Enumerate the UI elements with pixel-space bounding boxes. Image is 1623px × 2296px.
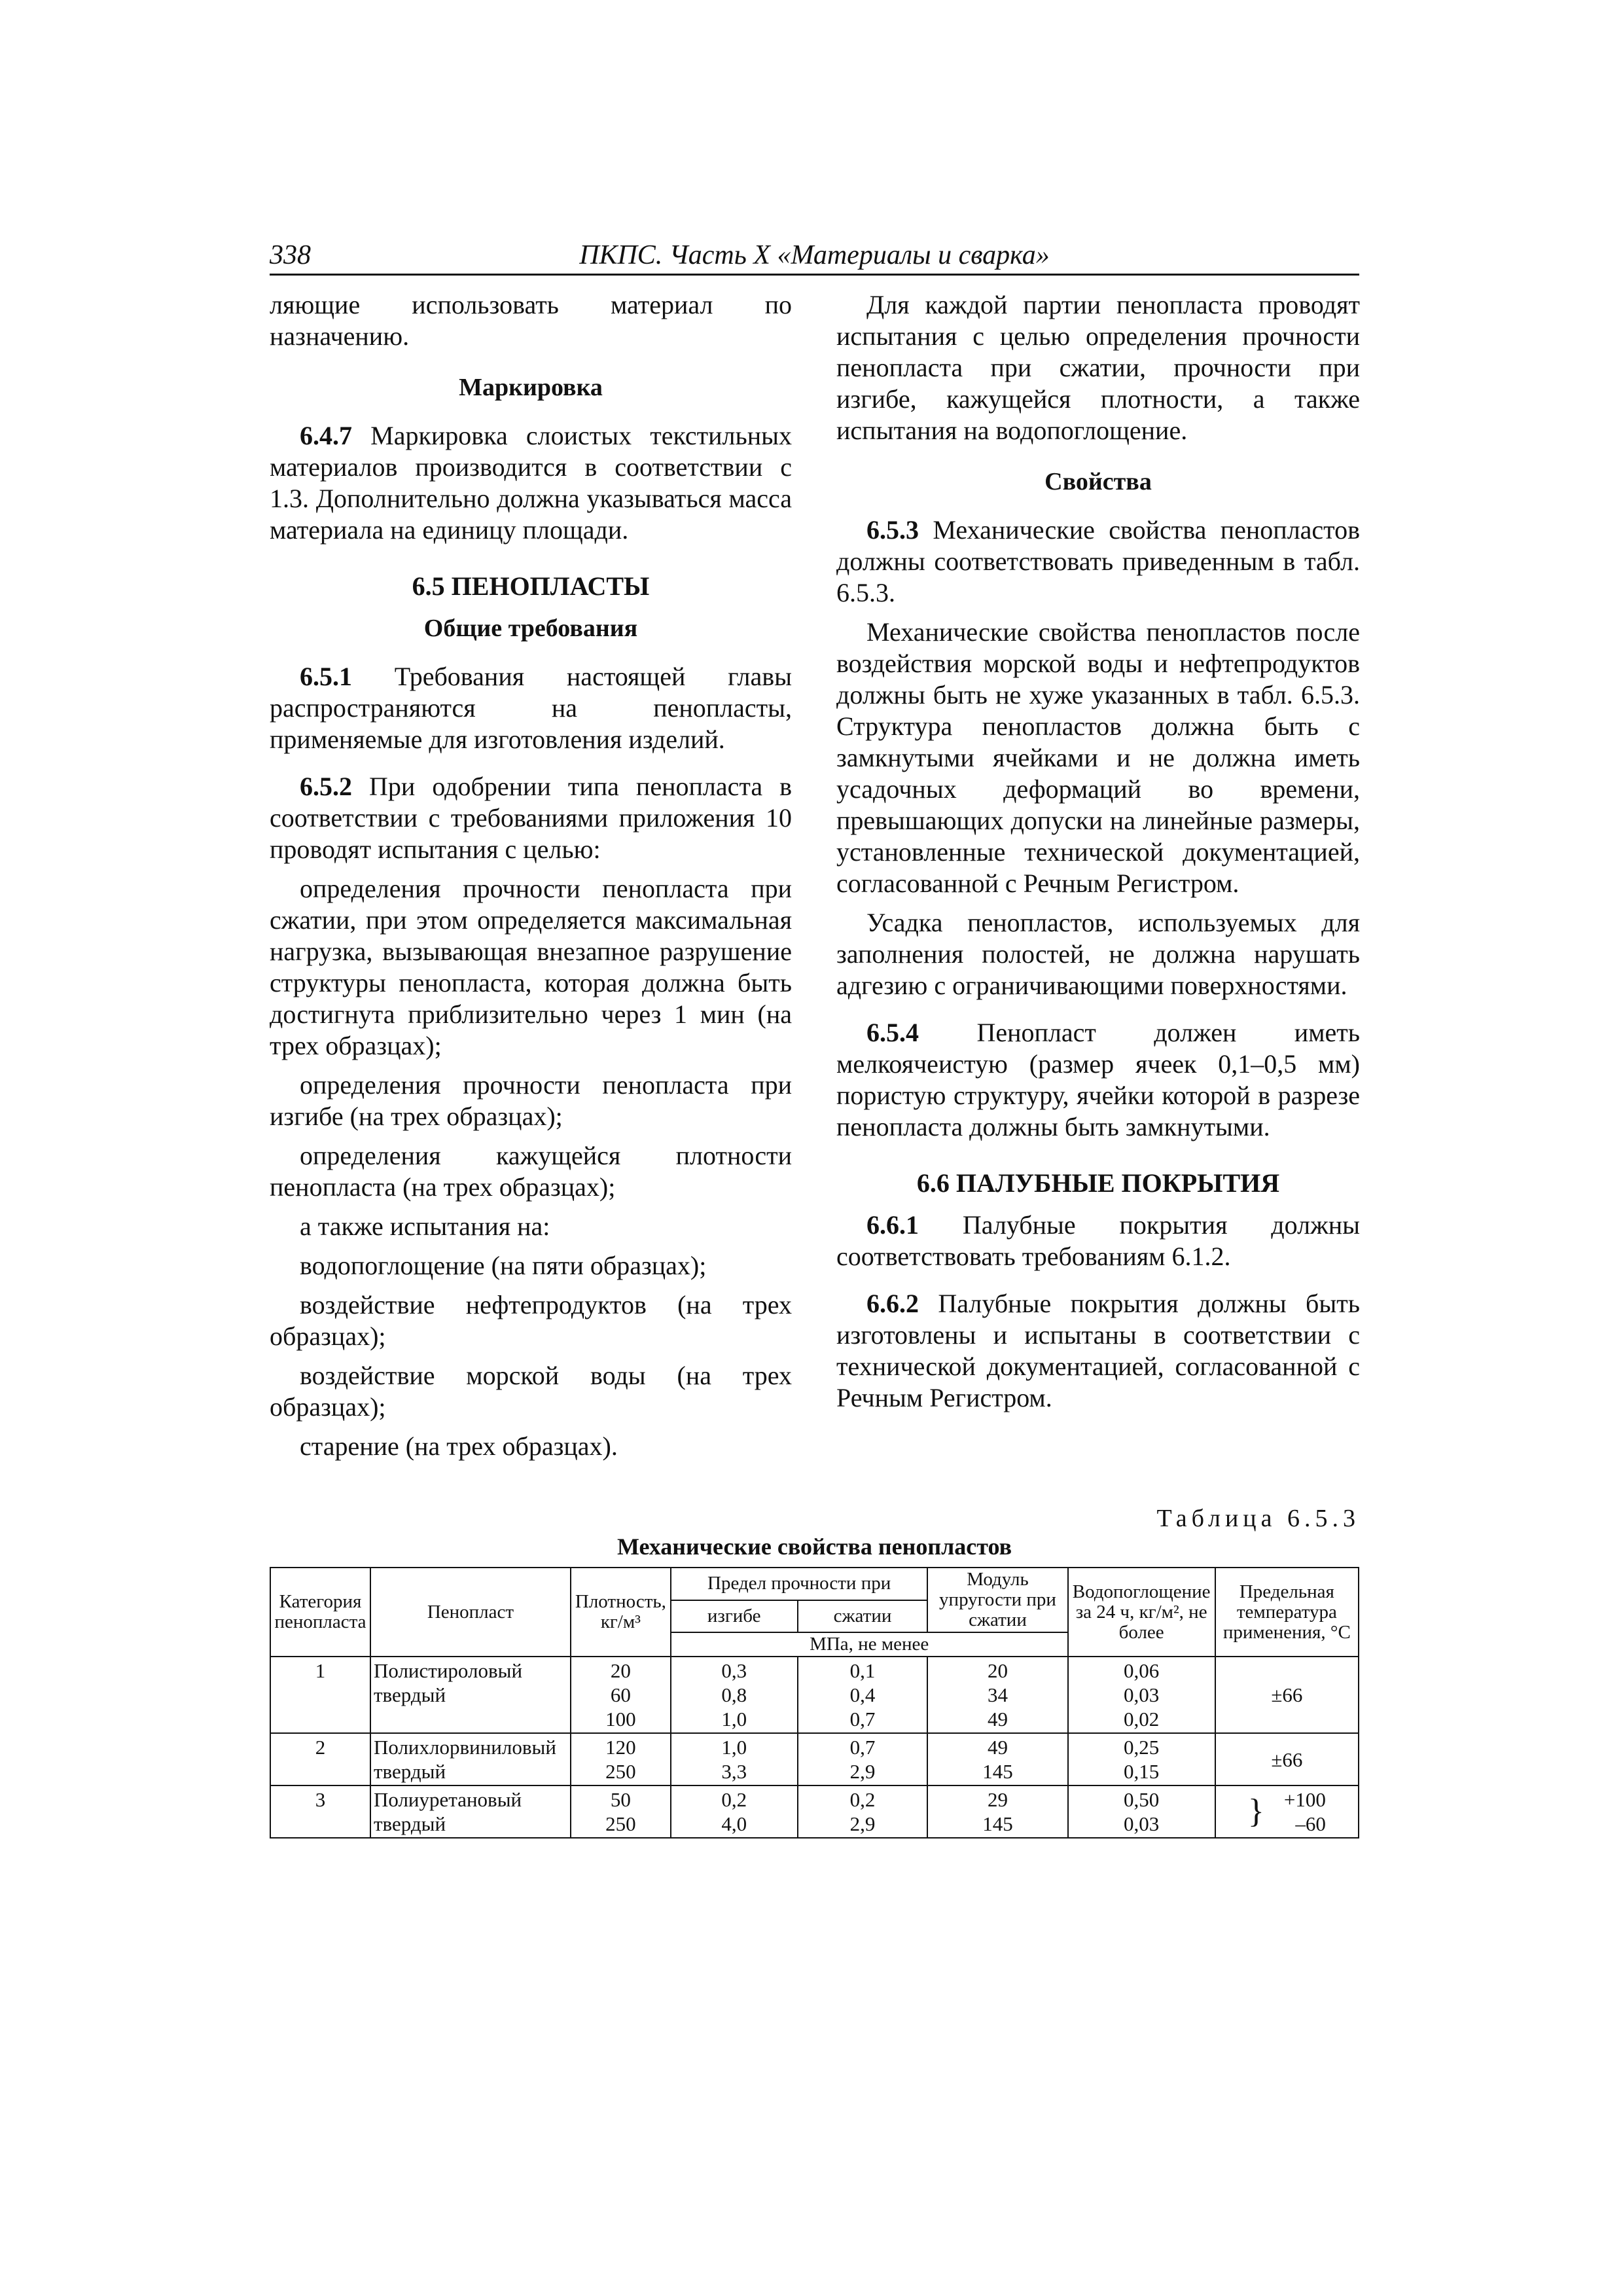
- cell-bending: 0,3 0,8 1,0: [671, 1657, 798, 1733]
- clause-text: При одобрении типа пенопласта в соответствии с требованиями приложения 10 проводят испытания с целью:: [270, 772, 792, 864]
- cell-density: 120 250: [571, 1733, 671, 1785]
- clause-text: Требования настоящей главы распространяются на пенопласты, применяемые для изготовления изделий.: [270, 662, 792, 754]
- header-compression: сжатии: [798, 1600, 928, 1633]
- header-temperature: Предельная температура применения, °С: [1215, 1568, 1359, 1657]
- clause-number: 6.5.2: [300, 772, 352, 801]
- heading-marking: Маркировка: [459, 374, 603, 401]
- clause-text: Палубные покрытия должны быть изготовлены и испытаны в соответствии с технической документацией, согласованной с Речным Регистром.: [836, 1289, 1361, 1412]
- cell-density: 50 250: [571, 1785, 671, 1838]
- cell-foam-name: Полистироловый твердый: [370, 1657, 571, 1733]
- list-item: воздействие морской воды (на трех образцах);: [270, 1361, 792, 1422]
- cell-modulus: 29 145: [927, 1785, 1067, 1838]
- heading-general-requirements: Общие требования: [423, 615, 638, 642]
- header-density: Плотность, кг/м³: [571, 1568, 671, 1657]
- cell-category: 3: [270, 1785, 370, 1838]
- page-number: 338: [270, 240, 311, 270]
- list-item: определения кажущейся плотности пенопласта (на трех образцах);: [270, 1141, 792, 1202]
- clause-number: 6.6.2: [866, 1289, 919, 1318]
- table-caption: Механические свойства пенопластов: [616, 1534, 1012, 1560]
- list-item: определения прочности пенопласта при изгибе (на трех образцах);: [270, 1070, 792, 1131]
- heading-section-6-6: 6.6 ПАЛУБНЫЕ ПОКРЫТИЯ: [916, 1168, 1280, 1198]
- paragraph-6-5-4: [836, 1017, 1360, 1143]
- header-units-mpa: МПа, не менее: [671, 1632, 1068, 1657]
- table-row: [270, 1785, 1359, 1838]
- cell-modulus: 49 145: [927, 1733, 1067, 1785]
- table-row: [270, 1733, 1359, 1785]
- table-label: Таблица 6.5.3: [1156, 1505, 1360, 1532]
- paragraph-batch-testing: Для каждой партии пенопласта проводят испытания с целью определения прочности пенопласта при сжатии, прочности при изгибе, кажущейся плотности, а также испытания на водопоглощение.: [836, 290, 1360, 445]
- cell-bending: 1,0 3,3: [671, 1733, 798, 1785]
- cell-water: 0,25 0,15: [1068, 1733, 1215, 1785]
- cell-density: 20 60 100: [571, 1657, 671, 1733]
- cell-foam-name: Полихлорвиниловый твердый: [370, 1733, 571, 1785]
- cell-temperature: ±66: [1215, 1657, 1359, 1733]
- cell-compression: 0,2 2,9: [798, 1785, 928, 1838]
- clause-number: 6.6.1: [866, 1210, 919, 1240]
- list-item: водопоглощение (на пяти образцах);: [300, 1251, 707, 1280]
- header-modulus: Модуль упругости при сжатии: [927, 1568, 1067, 1632]
- properties-table: [270, 1567, 1359, 1839]
- paragraph-6-5-2: [270, 771, 792, 865]
- cell-category: 2: [270, 1733, 370, 1785]
- heading-properties: Свойства: [1044, 468, 1152, 495]
- header-foam: Пенопласт: [370, 1568, 571, 1657]
- paragraph-6-5-3: [836, 514, 1360, 609]
- clause-text: Пенопласт должен иметь мелкоячеистую (размер ячеек 0,1–0,5 мм) пористую структуру, ячейки которой в разрезе пенопласта должны быть замкнутыми.: [836, 1018, 1361, 1141]
- page-header: [270, 237, 1359, 276]
- running-title: ПКПС. Часть X «Материалы и сварка»: [579, 240, 1050, 270]
- heading-section-6-5: 6.5 ПЕНОПЛАСТЫ: [412, 571, 650, 601]
- cell-foam-name: Полиуретановый твердый: [370, 1785, 571, 1838]
- paragraph-6-4-7: [270, 420, 792, 546]
- header-category: Категория пенопласта: [270, 1568, 370, 1657]
- paragraph-continuation: ляющие использовать материал по назначению.: [270, 290, 792, 351]
- clause-number: 6.5.4: [866, 1018, 919, 1047]
- right-column: [836, 289, 1360, 1422]
- paragraph-6-6-1: [836, 1210, 1360, 1272]
- list-item: воздействие нефтепродуктов (на трех образцах);: [270, 1290, 792, 1351]
- table-row: [270, 1657, 1359, 1733]
- list-item: старение (на трех образцах).: [300, 1431, 618, 1461]
- brace-glyph: }: [1247, 1793, 1264, 1830]
- table-header-row: [270, 1568, 1359, 1600]
- clause-text: Палубные покрытия должны соответствовать требованиям 6.1.2.: [836, 1210, 1360, 1271]
- list-item: а также испытания на:: [300, 1211, 550, 1241]
- paragraph-6-5-3-c: Усадка пенопластов, используемых для заполнения полостей, не должна нарушать адгезию с ограничивающими поверхностями.: [836, 908, 1360, 1000]
- cell-compression: 0,1 0,4 0,7: [798, 1657, 928, 1733]
- cell-water: 0,50 0,03: [1068, 1785, 1215, 1838]
- paragraph-6-5-1: [270, 661, 792, 755]
- paragraph-6-6-2: [836, 1288, 1360, 1414]
- paragraph-6-5-3-b: Механические свойства пенопластов после воздействия морской воды и нефтепродуктов должны быть не хуже указанных в табл. 6.5.3. Структура пенопластов должна быть с замкнутыми ячейками и не должна иметь усадочных деформаций во времени, превышающих допуски на линейные размеры, установленные технической документацией, согласованной с Речным Регистром.: [836, 617, 1360, 898]
- clause-text: Маркировка слоистых текстильных материалов производится в соответствии с 1.3. Дополнительно должна указываться масса материала на единицу площади.: [270, 421, 793, 545]
- header-strength-limit: Предел прочности при: [671, 1568, 928, 1600]
- clause-number: 6.5.3: [866, 515, 919, 545]
- clause-number: 6.4.7: [300, 421, 352, 450]
- temperature-range: +100 –60: [1283, 1788, 1326, 1835]
- cell-compression: 0,7 2,9: [798, 1733, 928, 1785]
- cell-temperature: ±66: [1215, 1733, 1359, 1785]
- cell-category: 1: [270, 1657, 370, 1733]
- cell-modulus: 20 34 49: [927, 1657, 1067, 1733]
- clause-number: 6.5.1: [300, 662, 352, 691]
- header-bending: изгибе: [671, 1600, 798, 1633]
- cell-bending: 0,2 4,0: [671, 1785, 798, 1838]
- cell-temperature: [1215, 1785, 1359, 1838]
- left-column: [270, 289, 792, 1470]
- header-water-absorption: Водопоглощение за 24 ч, кг/м², не более: [1068, 1568, 1215, 1657]
- list-item: определения прочности пенопласта при сжатии, при этом определяется максимальная нагрузка, вызывающая внезапное разрушение структуры пенопласта, которая должна быть достигнута приблизительно через 1 мин (на трех образцах);: [270, 874, 792, 1060]
- clause-text: Механические свойства пенопластов должны соответствовать приведенным в табл. 6.5.3.: [836, 515, 1360, 607]
- cell-water: 0,06 0,03 0,02: [1068, 1657, 1215, 1733]
